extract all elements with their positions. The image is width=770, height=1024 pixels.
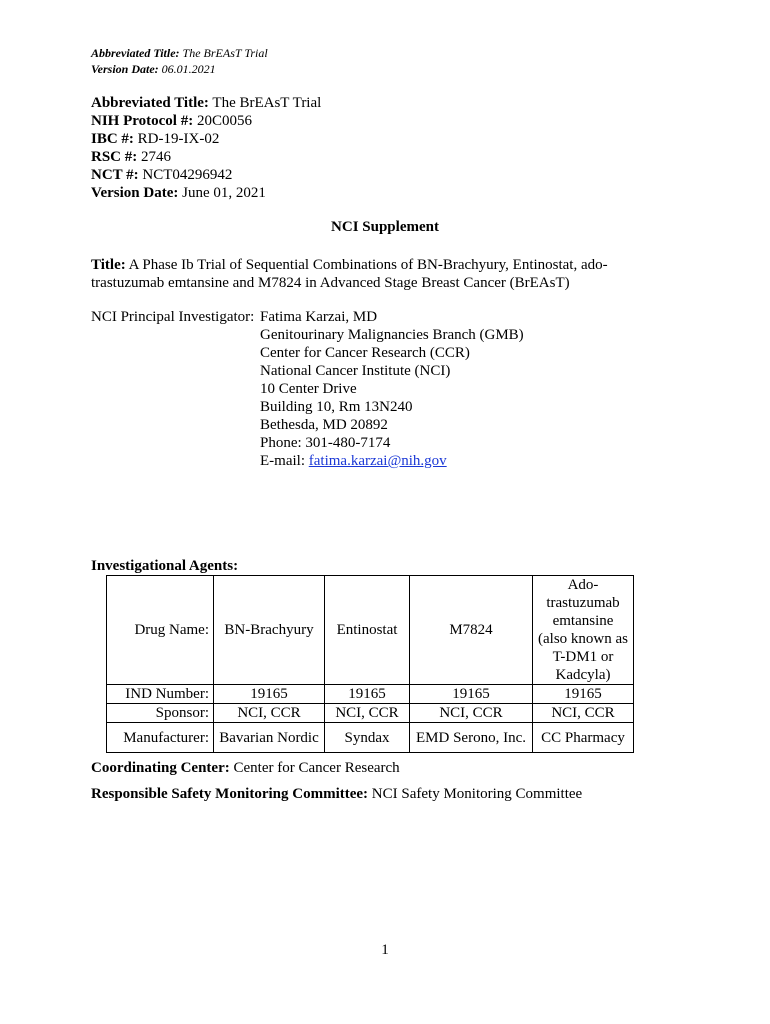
pi-line: Center for Cancer Research (CCR): [260, 345, 470, 361]
table-row: [107, 685, 634, 704]
pi-label: NCI Principal Investigator:: [91, 309, 255, 325]
manufacturer-cell: Bavarian Nordic: [214, 723, 325, 753]
meta-abbrev-title: Abbreviated Title: The BrEAsT Trial: [91, 95, 322, 111]
meta-version-date: Version Date: June 01, 2021: [91, 185, 266, 201]
safety-committee: Responsible Safety Monitoring Committee: NCI Safety Monitoring Committee: [91, 786, 583, 802]
meta-ibc: IBC #: RD-19-IX-02: [91, 131, 220, 147]
manufacturer-cell: EMD Serono, Inc.: [410, 723, 533, 753]
meta-nct: NCT #: NCT04296942: [91, 167, 233, 183]
pi-line: 10 Center Drive: [260, 381, 357, 397]
agents-table: [106, 575, 634, 753]
ind-cell: 19165: [325, 685, 410, 704]
drug-name-cell: Entinostat: [325, 576, 410, 685]
ind-cell: 19165: [410, 685, 533, 704]
header-version-label: Version Date:: [91, 62, 159, 76]
header-version-value: 06.01.2021: [161, 62, 216, 76]
ind-cell: 19165: [533, 685, 634, 704]
drug-name-cell: Ado-trastuzumab emtansine (also known as T-DM1 or Kadcyla): [533, 576, 634, 685]
drug-name-cell: BN-Brachyury: [214, 576, 325, 685]
table-row: [107, 704, 634, 723]
supplement-heading: NCI Supplement: [331, 219, 439, 235]
pi-line: Bethesda, MD 20892: [260, 417, 388, 433]
coordinating-center: Coordinating Center: Center for Cancer Research: [91, 760, 400, 776]
pi-email-link[interactable]: fatima.karzai@nih.gov: [308, 453, 447, 469]
row-label-ind: IND Number:: [107, 685, 214, 704]
pi-email-line: E-mail: fatima.karzai@nih.gov: [260, 453, 447, 469]
table-row: [107, 723, 634, 753]
pi-line: Fatima Karzai, MD: [260, 309, 378, 325]
protocol-metadata: [91, 94, 321, 202]
table-row: [107, 576, 634, 685]
pi-line: National Cancer Institute (NCI): [260, 363, 451, 379]
drug-name-cell: M7824: [410, 576, 533, 685]
page-number: 1: [381, 942, 389, 958]
row-label-sponsor: Sponsor:: [107, 704, 214, 723]
sponsor-cell: NCI, CCR: [214, 704, 325, 723]
sponsor-cell: NCI, CCR: [325, 704, 410, 723]
pi-line: Building 10, Rm 13N240: [260, 399, 413, 415]
pi-address-block: [260, 308, 524, 470]
running-header-title: [91, 46, 268, 61]
meta-rsc: RSC #: 2746: [91, 149, 172, 165]
pi-line: Phone: 301-480-7174: [260, 435, 391, 451]
meta-nih-protocol: NIH Protocol #: 20C0056: [91, 113, 252, 129]
sponsor-cell: NCI, CCR: [410, 704, 533, 723]
pi-line: Genitourinary Malignancies Branch (GMB): [260, 327, 524, 343]
row-label-manufacturer: Manufacturer:: [107, 723, 214, 753]
ind-cell: 19165: [214, 685, 325, 704]
sponsor-cell: NCI, CCR: [533, 704, 634, 723]
header-abbrev-label: Abbreviated Title:: [91, 46, 180, 60]
manufacturer-cell: CC Pharmacy: [533, 723, 634, 753]
manufacturer-cell: Syndax: [325, 723, 410, 753]
protocol-title: Title: A Phase Ib Trial of Sequential Combinations of BN-Brachyury, Entinostat, ado-trastuzumab emtansine and M7824 in Advanced Stage Breast Cancer (BrEAsT): [91, 257, 608, 291]
agents-heading: Investigational Agents:: [91, 558, 239, 574]
header-abbrev-value: The BrEAsT Trial: [182, 46, 268, 60]
row-label-drug: Drug Name:: [107, 576, 214, 685]
running-header-version: [91, 62, 216, 77]
